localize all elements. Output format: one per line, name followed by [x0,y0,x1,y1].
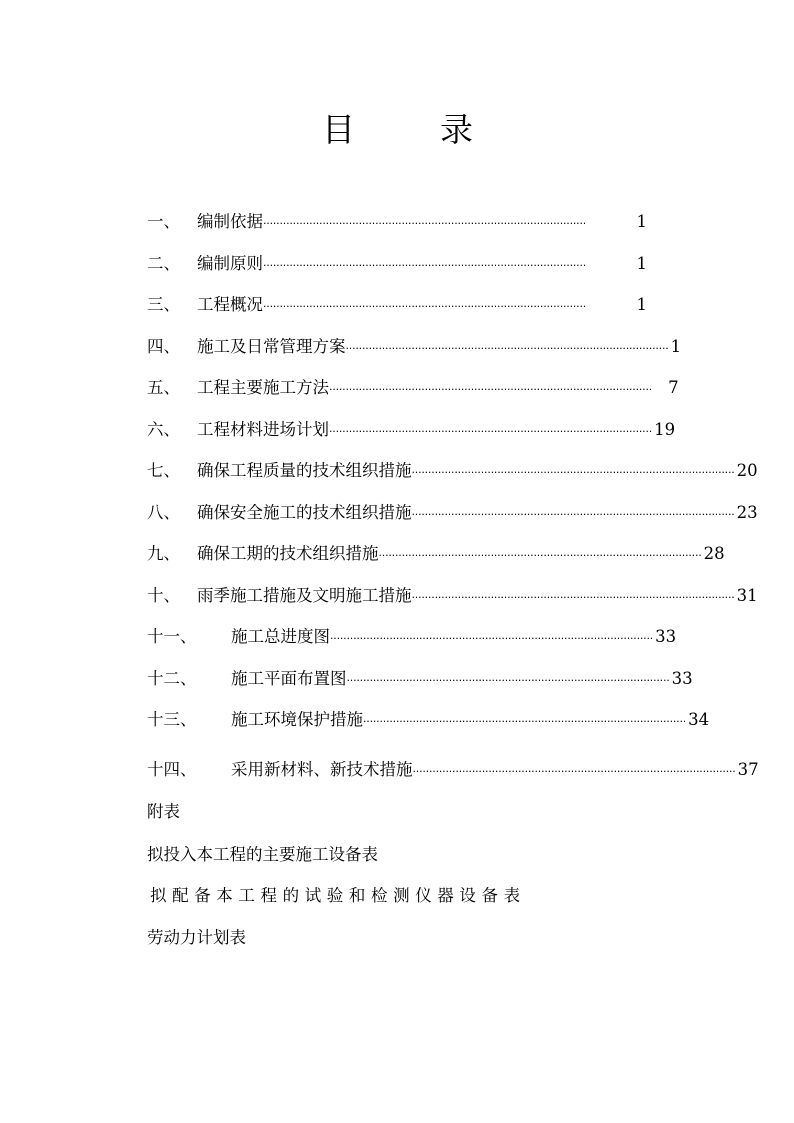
toc-label: 编制原则 [197,254,263,273]
toc-label: 工程材料进场计划 [197,420,329,439]
toc-label: 雨季施工措施及文明施工措施 [197,586,412,605]
document-title [0,108,794,152]
toc-leader: ·································································································· [346,674,670,687]
toc-number: 十三、 [147,710,197,729]
toc-leader: ·································································································· [330,632,654,645]
title-char-1: 目 [322,110,355,149]
toc-page: 37 [737,760,759,779]
toc-number: 四、 [147,337,180,356]
toc-number: 三、 [147,295,180,314]
toc-page: 1 [636,254,647,273]
toc-number: 六、 [147,420,180,439]
toc-leader: ·································································································· [263,217,587,230]
toc-entry[interactable] [147,758,759,782]
toc-label: 施工及日常管理方案 [197,337,346,356]
toc-entry[interactable] [147,459,758,483]
toc-entry[interactable] [147,376,679,400]
toc-label: 确保安全施工的技术组织措施 [197,503,412,522]
toc-page: 33 [671,669,693,688]
toc-entry[interactable] [147,335,682,359]
toc-leader: ·································································································· [411,591,735,604]
toc-leader: ·································································································· [411,466,735,479]
appendix-item[interactable]: 拟投入本工程的主要施工设备表 [147,845,378,864]
toc-label: 采用新材料、新技术措施 [231,760,413,779]
toc-label: 施工总进度图 [231,627,330,646]
toc-entry[interactable] [147,584,758,608]
toc-leader: ·································································································· [329,425,653,438]
toc-page: 19 [654,420,676,439]
toc-entry[interactable] [147,418,676,442]
toc-leader: ·································································································· [412,765,736,778]
toc-label: 确保工期的技术组织措施 [197,544,379,563]
toc-leader: ·································································································· [378,549,702,562]
toc-entry[interactable] [147,667,693,691]
appendix-heading: 附表 [147,802,180,821]
toc-page: 31 [736,586,758,605]
toc-page: 23 [736,503,758,522]
toc-number: 二、 [147,254,180,273]
toc-number: 十四、 [147,760,197,779]
toc-label: 工程概况 [197,295,263,314]
toc-number: 九、 [147,544,180,563]
toc-number: 十、 [147,586,180,605]
toc-entry[interactable] [147,252,647,276]
toc-entry[interactable] [147,542,725,566]
toc-leader: ·································································································· [329,383,653,396]
toc-number: 五、 [147,378,180,397]
toc-number: 十二、 [147,669,197,688]
title-char-2: 录 [440,110,473,149]
toc-entry[interactable] [147,210,647,234]
toc-page: 28 [703,544,725,563]
toc-label: 工程主要施工方法 [197,378,329,397]
toc-entry[interactable] [147,293,647,317]
toc-page: 34 [688,710,710,729]
toc-page: 1 [670,337,682,356]
appendix-item[interactable]: 拟配备本工程的试验和检测仪器设备表 [150,886,526,905]
toc-number: 十一、 [147,627,197,646]
appendix-item[interactable]: 劳动力计划表 [147,928,246,947]
toc-leader: ·································································································· [263,259,587,272]
toc-page: 33 [655,627,677,646]
toc-page: 1 [636,295,647,314]
toc-page: 1 [636,212,647,231]
toc-leader: ·································································································· [411,508,735,521]
toc-label: 确保工程质量的技术组织措施 [197,461,412,480]
toc-number: 七、 [147,461,180,480]
toc-number: 一、 [147,212,180,231]
toc-leader: ·································································································· [363,715,687,728]
toc-entry[interactable] [147,708,710,732]
toc-entry[interactable] [147,625,677,649]
toc-label: 施工环境保护措施 [231,710,363,729]
toc-entry[interactable] [147,501,758,525]
toc-label: 施工平面布置图 [231,669,347,688]
toc-leader: ·································································································· [345,342,669,355]
toc-leader: ·································································································· [263,300,587,313]
toc-page: 7 [668,378,679,397]
toc-number: 八、 [147,503,180,522]
toc-page: 20 [736,461,758,480]
toc-label: 编制依据 [197,212,263,231]
